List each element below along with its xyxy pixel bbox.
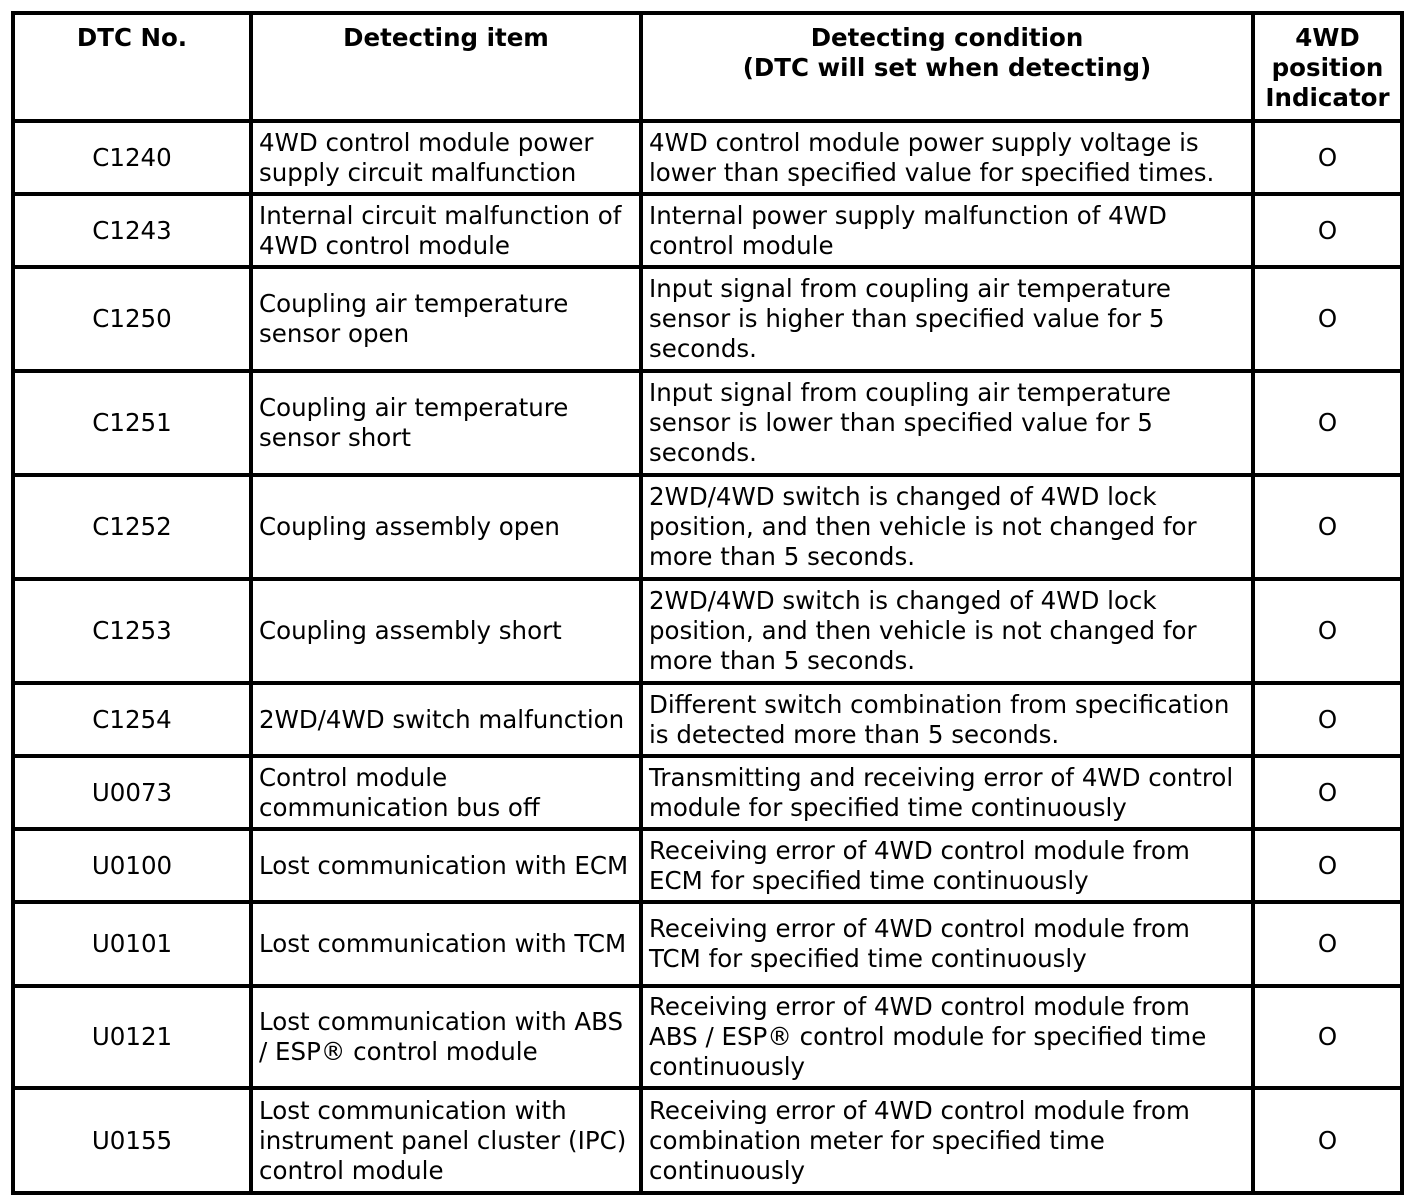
dtc-code: C1253 [13, 579, 251, 683]
header-row [13, 13, 1402, 121]
indicator-mark: O [1253, 579, 1402, 683]
detecting-condition: 2WD/4WD switch is changed of 4WD lock position, and then vehicle is not changed for more than 5 seconds. [641, 475, 1253, 579]
dtc-code: U0073 [13, 756, 251, 829]
dtc-code: C1240 [13, 121, 251, 194]
dtc-code: C1250 [13, 267, 251, 371]
dtc-code: U0155 [13, 1088, 251, 1193]
indicator-mark: O [1253, 371, 1402, 475]
detecting-item: 2WD/4WD switch malfunction [251, 683, 641, 756]
indicator-mark: O [1253, 829, 1402, 902]
detecting-item: Coupling assembly short [251, 579, 641, 683]
detecting-condition: Input signal from coupling air temperature sensor is lower than specified value for 5 seconds. [641, 371, 1253, 475]
detecting-condition: Different switch combination from specification is detected more than 5 seconds. [641, 683, 1253, 756]
indicator-mark: O [1253, 121, 1402, 194]
detecting-item: Lost communication with ECM [251, 829, 641, 902]
header-detecting-item: Detecting item [251, 13, 641, 121]
detecting-condition: Receiving error of 4WD control module from ECM for specified time continuously [641, 829, 1253, 902]
detecting-condition: Input signal from coupling air temperature sensor is higher than specified value for 5 seconds. [641, 267, 1253, 371]
dtc-code: U0100 [13, 829, 251, 902]
detecting-condition: Receiving error of 4WD control module from combination meter for specified time continuously [641, 1088, 1253, 1193]
dtc-code: C1243 [13, 194, 251, 267]
detecting-condition: Receiving error of 4WD control module from ABS / ESP® control module for specified time continuously [641, 986, 1253, 1088]
table-row [13, 756, 1402, 829]
dtc-code: C1251 [13, 371, 251, 475]
indicator-mark: O [1253, 683, 1402, 756]
table-row [13, 371, 1402, 475]
detecting-item: Control module communication bus off [251, 756, 641, 829]
table-row [13, 579, 1402, 683]
detecting-item: Lost communication with instrument panel cluster (IPC) control module [251, 1088, 641, 1193]
header-4wd-indicator [1253, 13, 1402, 121]
detecting-item: Coupling air temperature sensor open [251, 267, 641, 371]
table-row [13, 475, 1402, 579]
detecting-item: Lost communication with TCM [251, 902, 641, 986]
detecting-item: Coupling assembly open [251, 475, 641, 579]
indicator-mark: O [1253, 475, 1402, 579]
indicator-mark: O [1253, 267, 1402, 371]
dtc-code: C1252 [13, 475, 251, 579]
table-row [13, 1088, 1402, 1193]
header-condition-line-1: Detecting condition [810, 23, 1084, 52]
dtc-code: U0121 [13, 986, 251, 1088]
detecting-item: Lost communication with ABS / ESP® control module [251, 986, 641, 1088]
indicator-mark: O [1253, 194, 1402, 267]
indicator-mark: O [1253, 1088, 1402, 1193]
header-dtc-no: DTC No. [13, 13, 251, 121]
detecting-item: Coupling air temperature sensor short [251, 371, 641, 475]
header-indicator-line-2: position [1271, 53, 1384, 82]
detecting-condition: 2WD/4WD switch is changed of 4WD lock position, and then vehicle is not changed for more than 5 seconds. [641, 579, 1253, 683]
dtc-table [11, 11, 1404, 1195]
dtc-code: U0101 [13, 902, 251, 986]
table-row [13, 986, 1402, 1088]
table-row [13, 267, 1402, 371]
header-indicator-line-1: 4WD [1295, 23, 1360, 52]
detecting-item: Internal circuit malfunction of 4WD control module [251, 194, 641, 267]
indicator-mark: O [1253, 986, 1402, 1088]
table-row [13, 829, 1402, 902]
header-condition-line-2: (DTC will set when detecting) [742, 53, 1152, 82]
indicator-mark: O [1253, 756, 1402, 829]
table-row [13, 194, 1402, 267]
table-row [13, 902, 1402, 986]
dtc-code: C1254 [13, 683, 251, 756]
header-indicator-line-3: Indicator [1265, 83, 1390, 112]
detecting-item: 4WD control module power supply circuit malfunction [251, 121, 641, 194]
table-row [13, 683, 1402, 756]
header-detecting-condition [641, 13, 1253, 121]
indicator-mark: O [1253, 902, 1402, 986]
detecting-condition: Internal power supply malfunction of 4WD control module [641, 194, 1253, 267]
detecting-condition: Transmitting and receiving error of 4WD control module for specified time continuously [641, 756, 1253, 829]
detecting-condition: Receiving error of 4WD control module from TCM for specified time continuously [641, 902, 1253, 986]
detecting-condition: 4WD control module power supply voltage is lower than specified value for specified times. [641, 121, 1253, 194]
table-row [13, 121, 1402, 194]
